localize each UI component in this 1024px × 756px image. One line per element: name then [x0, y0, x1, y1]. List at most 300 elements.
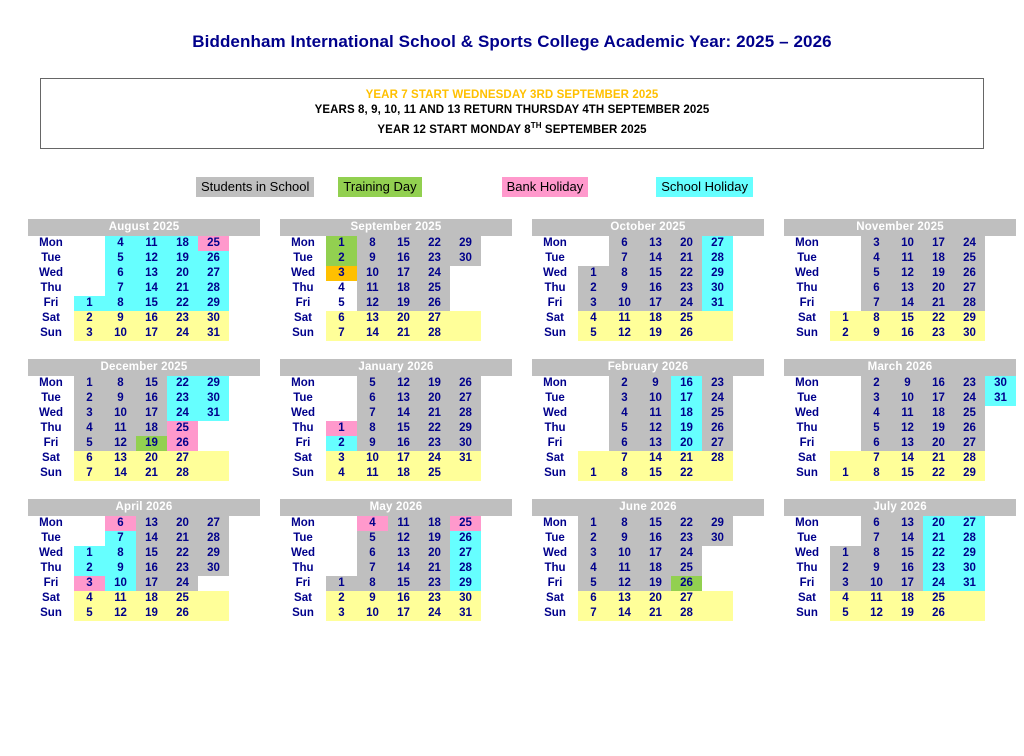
day-cell[interactable]: 17	[923, 236, 954, 251]
day-cell[interactable]: 8	[357, 576, 388, 591]
day-cell[interactable]: 13	[640, 236, 671, 251]
day-cell[interactable]: 6	[74, 451, 105, 466]
day-cell[interactable]: 23	[702, 376, 733, 391]
day-cell[interactable]: 1	[326, 236, 357, 251]
day-cell[interactable]: 5	[357, 376, 388, 391]
day-cell[interactable]: 28	[198, 531, 229, 546]
day-cell[interactable]: 15	[640, 266, 671, 281]
day-cell[interactable]: 15	[136, 546, 167, 561]
day-cell[interactable]: 9	[105, 391, 136, 406]
day-cell[interactable]: 25	[671, 311, 702, 326]
day-cell[interactable]: 9	[357, 591, 388, 606]
day-cell[interactable]: 1	[830, 546, 861, 561]
day-cell[interactable]: 15	[136, 376, 167, 391]
day-cell[interactable]: 29	[954, 466, 985, 481]
day-cell[interactable]: 25	[167, 421, 198, 436]
day-cell[interactable]: 30	[450, 251, 481, 266]
day-cell[interactable]: 22	[923, 546, 954, 561]
day-cell[interactable]: 3	[74, 406, 105, 421]
day-cell[interactable]: 14	[388, 561, 419, 576]
day-cell[interactable]: 10	[892, 236, 923, 251]
day-cell[interactable]: 14	[136, 281, 167, 296]
day-cell[interactable]: 17	[136, 326, 167, 341]
day-cell[interactable]: 27	[954, 436, 985, 451]
day-cell[interactable]: 8	[609, 266, 640, 281]
day-cell[interactable]: 1	[830, 466, 861, 481]
day-cell[interactable]: 14	[892, 296, 923, 311]
day-cell[interactable]: 19	[671, 421, 702, 436]
day-cell[interactable]: 9	[861, 326, 892, 341]
day-cell[interactable]: 18	[923, 251, 954, 266]
day-cell[interactable]: 6	[861, 516, 892, 531]
day-cell[interactable]: 6	[861, 281, 892, 296]
day-cell[interactable]: 16	[388, 251, 419, 266]
day-cell[interactable]: 10	[105, 406, 136, 421]
day-cell[interactable]: 20	[419, 546, 450, 561]
day-cell[interactable]: 19	[419, 376, 450, 391]
day-cell[interactable]: 16	[923, 376, 954, 391]
day-cell[interactable]: 12	[640, 421, 671, 436]
day-cell[interactable]: 4	[74, 421, 105, 436]
day-cell[interactable]: 17	[136, 406, 167, 421]
day-cell[interactable]: 24	[954, 391, 985, 406]
day-cell[interactable]: 8	[861, 546, 892, 561]
day-cell[interactable]: 3	[578, 296, 609, 311]
day-cell[interactable]: 10	[861, 576, 892, 591]
day-cell[interactable]: 18	[136, 591, 167, 606]
day-cell[interactable]: 10	[357, 606, 388, 621]
day-cell[interactable]: 2	[326, 591, 357, 606]
day-cell[interactable]: 4	[861, 251, 892, 266]
day-cell[interactable]: 12	[388, 531, 419, 546]
day-cell[interactable]: 12	[136, 251, 167, 266]
day-cell[interactable]: 16	[136, 561, 167, 576]
day-cell[interactable]: 5	[74, 436, 105, 451]
day-cell[interactable]: 25	[954, 251, 985, 266]
day-cell[interactable]: 20	[923, 281, 954, 296]
day-cell[interactable]: 27	[198, 516, 229, 531]
day-cell[interactable]: 24	[419, 451, 450, 466]
day-cell[interactable]: 10	[105, 576, 136, 591]
day-cell[interactable]: 5	[357, 531, 388, 546]
day-cell[interactable]: 13	[136, 516, 167, 531]
day-cell[interactable]: 6	[357, 391, 388, 406]
day-cell[interactable]: 27	[450, 546, 481, 561]
day-cell[interactable]: 25	[167, 591, 198, 606]
day-cell[interactable]: 5	[578, 326, 609, 341]
day-cell[interactable]: 20	[388, 311, 419, 326]
day-cell[interactable]: 27	[702, 236, 733, 251]
day-cell[interactable]: 31	[985, 391, 1016, 406]
day-cell[interactable]: 11	[892, 406, 923, 421]
day-cell[interactable]: 3	[609, 391, 640, 406]
day-cell[interactable]: 28	[702, 251, 733, 266]
day-cell[interactable]: 14	[105, 466, 136, 481]
day-cell[interactable]: 27	[702, 436, 733, 451]
day-cell[interactable]: 10	[105, 326, 136, 341]
day-cell[interactable]: 24	[954, 236, 985, 251]
day-cell[interactable]: 8	[105, 376, 136, 391]
day-cell[interactable]: 1	[578, 266, 609, 281]
day-cell[interactable]: 3	[74, 326, 105, 341]
day-cell[interactable]: 14	[640, 451, 671, 466]
day-cell[interactable]: 19	[167, 251, 198, 266]
day-cell[interactable]: 11	[105, 421, 136, 436]
day-cell[interactable]: 25	[419, 281, 450, 296]
day-cell[interactable]: 23	[671, 281, 702, 296]
day-cell[interactable]: 7	[326, 326, 357, 341]
day-cell[interactable]: 9	[892, 376, 923, 391]
day-cell[interactable]: 18	[136, 421, 167, 436]
day-cell[interactable]: 22	[419, 421, 450, 436]
day-cell[interactable]: 21	[388, 326, 419, 341]
day-cell[interactable]: 21	[640, 606, 671, 621]
day-cell[interactable]: 7	[578, 606, 609, 621]
day-cell[interactable]: 29	[702, 516, 733, 531]
day-cell[interactable]: 1	[74, 376, 105, 391]
day-cell[interactable]: 24	[167, 576, 198, 591]
day-cell[interactable]: 29	[954, 311, 985, 326]
day-cell[interactable]: 4	[861, 406, 892, 421]
day-cell[interactable]: 26	[671, 576, 702, 591]
day-cell[interactable]: 31	[702, 296, 733, 311]
day-cell[interactable]: 18	[388, 281, 419, 296]
day-cell[interactable]: 7	[609, 451, 640, 466]
day-cell[interactable]: 23	[167, 561, 198, 576]
day-cell[interactable]: 2	[74, 391, 105, 406]
day-cell[interactable]: 14	[640, 251, 671, 266]
day-cell[interactable]: 11	[640, 406, 671, 421]
day-cell[interactable]: 21	[167, 281, 198, 296]
day-cell[interactable]: 2	[609, 376, 640, 391]
day-cell[interactable]: 30	[985, 376, 1016, 391]
day-cell[interactable]: 18	[640, 311, 671, 326]
day-cell[interactable]: 24	[167, 406, 198, 421]
day-cell[interactable]: 5	[326, 296, 357, 311]
day-cell[interactable]: 3	[74, 576, 105, 591]
day-cell[interactable]: 29	[702, 266, 733, 281]
day-cell[interactable]: 17	[640, 546, 671, 561]
day-cell[interactable]: 19	[892, 606, 923, 621]
day-cell[interactable]: 24	[702, 391, 733, 406]
day-cell[interactable]: 11	[861, 591, 892, 606]
day-cell[interactable]: 15	[388, 236, 419, 251]
day-cell[interactable]: 19	[136, 436, 167, 451]
day-cell[interactable]: 4	[357, 516, 388, 531]
day-cell[interactable]: 6	[326, 311, 357, 326]
day-cell[interactable]: 12	[105, 436, 136, 451]
day-cell[interactable]: 9	[861, 561, 892, 576]
day-cell[interactable]: 21	[923, 296, 954, 311]
day-cell[interactable]: 4	[609, 406, 640, 421]
day-cell[interactable]: 24	[671, 296, 702, 311]
day-cell[interactable]: 12	[609, 326, 640, 341]
day-cell[interactable]: 14	[388, 406, 419, 421]
day-cell[interactable]: 20	[671, 236, 702, 251]
day-cell[interactable]: 11	[609, 561, 640, 576]
day-cell[interactable]: 1	[326, 421, 357, 436]
day-cell[interactable]: 27	[671, 591, 702, 606]
day-cell[interactable]: 5	[609, 421, 640, 436]
day-cell[interactable]: 31	[450, 451, 481, 466]
day-cell[interactable]: 12	[892, 421, 923, 436]
day-cell[interactable]: 9	[609, 531, 640, 546]
day-cell[interactable]: 25	[450, 516, 481, 531]
day-cell[interactable]: 22	[167, 296, 198, 311]
day-cell[interactable]: 1	[74, 296, 105, 311]
day-cell[interactable]: 23	[167, 391, 198, 406]
day-cell[interactable]: 30	[702, 281, 733, 296]
day-cell[interactable]: 11	[136, 236, 167, 251]
day-cell[interactable]: 26	[167, 606, 198, 621]
day-cell[interactable]: 1	[578, 516, 609, 531]
day-cell[interactable]: 19	[640, 576, 671, 591]
day-cell[interactable]: 26	[198, 251, 229, 266]
day-cell[interactable]: 28	[198, 281, 229, 296]
day-cell[interactable]: 11	[357, 281, 388, 296]
day-cell[interactable]: 23	[954, 376, 985, 391]
day-cell[interactable]: 16	[136, 311, 167, 326]
day-cell[interactable]: 18	[671, 406, 702, 421]
day-cell[interactable]: 25	[954, 406, 985, 421]
day-cell[interactable]: 23	[419, 251, 450, 266]
day-cell[interactable]: 30	[954, 326, 985, 341]
day-cell[interactable]: 4	[578, 311, 609, 326]
day-cell[interactable]: 23	[419, 591, 450, 606]
day-cell[interactable]: 22	[671, 466, 702, 481]
day-cell[interactable]: 8	[105, 296, 136, 311]
day-cell[interactable]: 8	[357, 421, 388, 436]
day-cell[interactable]: 20	[671, 436, 702, 451]
day-cell[interactable]: 25	[198, 236, 229, 251]
day-cell[interactable]: 16	[388, 591, 419, 606]
day-cell[interactable]: 12	[892, 266, 923, 281]
day-cell[interactable]: 25	[419, 466, 450, 481]
day-cell[interactable]: 8	[609, 466, 640, 481]
day-cell[interactable]: 20	[419, 391, 450, 406]
day-cell[interactable]: 19	[923, 421, 954, 436]
day-cell[interactable]: 6	[609, 236, 640, 251]
day-cell[interactable]: 1	[830, 311, 861, 326]
day-cell[interactable]: 22	[923, 466, 954, 481]
day-cell[interactable]: 30	[198, 561, 229, 576]
day-cell[interactable]: 30	[450, 436, 481, 451]
day-cell[interactable]: 29	[450, 576, 481, 591]
day-cell[interactable]: 20	[136, 451, 167, 466]
day-cell[interactable]: 15	[640, 466, 671, 481]
day-cell[interactable]: 14	[136, 531, 167, 546]
day-cell[interactable]: 5	[105, 251, 136, 266]
day-cell[interactable]: 7	[105, 531, 136, 546]
day-cell[interactable]: 20	[923, 516, 954, 531]
day-cell[interactable]: 28	[167, 466, 198, 481]
day-cell[interactable]: 30	[702, 531, 733, 546]
day-cell[interactable]: 3	[326, 451, 357, 466]
day-cell[interactable]: 8	[609, 516, 640, 531]
day-cell[interactable]: 7	[74, 466, 105, 481]
day-cell[interactable]: 17	[671, 391, 702, 406]
day-cell[interactable]: 16	[136, 391, 167, 406]
day-cell[interactable]: 11	[388, 516, 419, 531]
day-cell[interactable]: 8	[861, 311, 892, 326]
day-cell[interactable]: 14	[609, 606, 640, 621]
day-cell[interactable]: 7	[861, 296, 892, 311]
day-cell[interactable]: 24	[167, 326, 198, 341]
day-cell[interactable]: 24	[923, 576, 954, 591]
day-cell[interactable]: 3	[861, 236, 892, 251]
day-cell[interactable]: 6	[609, 436, 640, 451]
day-cell[interactable]: 22	[167, 546, 198, 561]
day-cell[interactable]: 22	[671, 266, 702, 281]
day-cell[interactable]: 6	[357, 546, 388, 561]
day-cell[interactable]: 1	[578, 466, 609, 481]
day-cell[interactable]: 18	[388, 466, 419, 481]
day-cell[interactable]: 4	[105, 236, 136, 251]
day-cell[interactable]: 2	[74, 311, 105, 326]
day-cell[interactable]: 30	[954, 561, 985, 576]
day-cell[interactable]: 23	[923, 561, 954, 576]
day-cell[interactable]: 29	[198, 546, 229, 561]
day-cell[interactable]: 19	[136, 606, 167, 621]
day-cell[interactable]: 3	[326, 266, 357, 281]
day-cell[interactable]: 31	[198, 326, 229, 341]
day-cell[interactable]: 28	[702, 451, 733, 466]
day-cell[interactable]: 4	[830, 591, 861, 606]
day-cell[interactable]: 12	[861, 606, 892, 621]
day-cell[interactable]: 20	[923, 436, 954, 451]
day-cell[interactable]: 16	[892, 326, 923, 341]
day-cell[interactable]: 17	[892, 576, 923, 591]
day-cell[interactable]: 10	[609, 546, 640, 561]
day-cell[interactable]: 22	[923, 311, 954, 326]
day-cell[interactable]: 26	[923, 606, 954, 621]
day-cell[interactable]: 12	[609, 576, 640, 591]
day-cell[interactable]: 26	[167, 436, 198, 451]
day-cell[interactable]: 2	[326, 436, 357, 451]
day-cell[interactable]: 23	[419, 576, 450, 591]
day-cell[interactable]: 28	[419, 326, 450, 341]
day-cell[interactable]: 18	[167, 236, 198, 251]
day-cell[interactable]: 10	[357, 266, 388, 281]
day-cell[interactable]: 13	[105, 451, 136, 466]
day-cell[interactable]: 21	[923, 451, 954, 466]
day-cell[interactable]: 14	[892, 531, 923, 546]
day-cell[interactable]: 13	[892, 436, 923, 451]
day-cell[interactable]: 23	[419, 436, 450, 451]
day-cell[interactable]: 4	[578, 561, 609, 576]
day-cell[interactable]: 17	[388, 266, 419, 281]
day-cell[interactable]: 24	[419, 606, 450, 621]
day-cell[interactable]: 28	[671, 606, 702, 621]
day-cell[interactable]: 24	[671, 546, 702, 561]
day-cell[interactable]: 7	[609, 251, 640, 266]
day-cell[interactable]: 13	[388, 546, 419, 561]
day-cell[interactable]: 6	[105, 516, 136, 531]
day-cell[interactable]: 10	[609, 296, 640, 311]
day-cell[interactable]: 2	[326, 251, 357, 266]
day-cell[interactable]: 12	[357, 296, 388, 311]
day-cell[interactable]: 5	[861, 421, 892, 436]
day-cell[interactable]: 28	[954, 296, 985, 311]
day-cell[interactable]: 9	[105, 561, 136, 576]
day-cell[interactable]: 11	[357, 466, 388, 481]
day-cell[interactable]: 9	[609, 281, 640, 296]
day-cell[interactable]: 22	[671, 516, 702, 531]
day-cell[interactable]: 8	[357, 236, 388, 251]
day-cell[interactable]: 7	[357, 561, 388, 576]
day-cell[interactable]: 19	[640, 326, 671, 341]
day-cell[interactable]: 8	[861, 466, 892, 481]
day-cell[interactable]: 26	[450, 531, 481, 546]
day-cell[interactable]: 27	[419, 311, 450, 326]
day-cell[interactable]: 10	[892, 391, 923, 406]
day-cell[interactable]: 20	[167, 266, 198, 281]
day-cell[interactable]: 31	[198, 406, 229, 421]
day-cell[interactable]: 3	[326, 606, 357, 621]
day-cell[interactable]: 13	[609, 591, 640, 606]
day-cell[interactable]: 13	[136, 266, 167, 281]
day-cell[interactable]: 27	[954, 281, 985, 296]
day-cell[interactable]: 22	[419, 236, 450, 251]
day-cell[interactable]: 19	[419, 531, 450, 546]
day-cell[interactable]: 8	[105, 546, 136, 561]
day-cell[interactable]: 17	[388, 606, 419, 621]
day-cell[interactable]: 16	[892, 561, 923, 576]
day-cell[interactable]: 30	[450, 591, 481, 606]
day-cell[interactable]: 7	[861, 531, 892, 546]
day-cell[interactable]: 9	[640, 376, 671, 391]
day-cell[interactable]: 21	[419, 561, 450, 576]
day-cell[interactable]: 29	[450, 236, 481, 251]
day-cell[interactable]: 4	[326, 466, 357, 481]
day-cell[interactable]: 13	[892, 516, 923, 531]
day-cell[interactable]: 23	[923, 326, 954, 341]
day-cell[interactable]: 5	[74, 606, 105, 621]
day-cell[interactable]: 22	[167, 376, 198, 391]
day-cell[interactable]: 15	[892, 311, 923, 326]
day-cell[interactable]: 16	[640, 281, 671, 296]
day-cell[interactable]: 26	[954, 266, 985, 281]
day-cell[interactable]: 27	[450, 391, 481, 406]
day-cell[interactable]: 9	[357, 436, 388, 451]
day-cell[interactable]: 1	[74, 546, 105, 561]
day-cell[interactable]: 12	[388, 376, 419, 391]
day-cell[interactable]: 21	[671, 251, 702, 266]
day-cell[interactable]: 13	[892, 281, 923, 296]
day-cell[interactable]: 9	[357, 251, 388, 266]
day-cell[interactable]: 3	[861, 391, 892, 406]
day-cell[interactable]: 26	[671, 326, 702, 341]
day-cell[interactable]: 31	[450, 606, 481, 621]
day-cell[interactable]: 11	[609, 311, 640, 326]
day-cell[interactable]: 26	[702, 421, 733, 436]
day-cell[interactable]: 25	[702, 406, 733, 421]
day-cell[interactable]: 20	[640, 591, 671, 606]
day-cell[interactable]: 15	[136, 296, 167, 311]
day-cell[interactable]: 6	[105, 266, 136, 281]
day-cell[interactable]: 23	[671, 531, 702, 546]
day-cell[interactable]: 28	[954, 531, 985, 546]
day-cell[interactable]: 10	[357, 451, 388, 466]
day-cell[interactable]: 15	[892, 546, 923, 561]
day-cell[interactable]: 16	[640, 531, 671, 546]
day-cell[interactable]: 2	[578, 281, 609, 296]
day-cell[interactable]: 25	[923, 591, 954, 606]
day-cell[interactable]: 27	[167, 451, 198, 466]
day-cell[interactable]: 15	[388, 576, 419, 591]
day-cell[interactable]: 18	[892, 591, 923, 606]
day-cell[interactable]: 21	[671, 451, 702, 466]
